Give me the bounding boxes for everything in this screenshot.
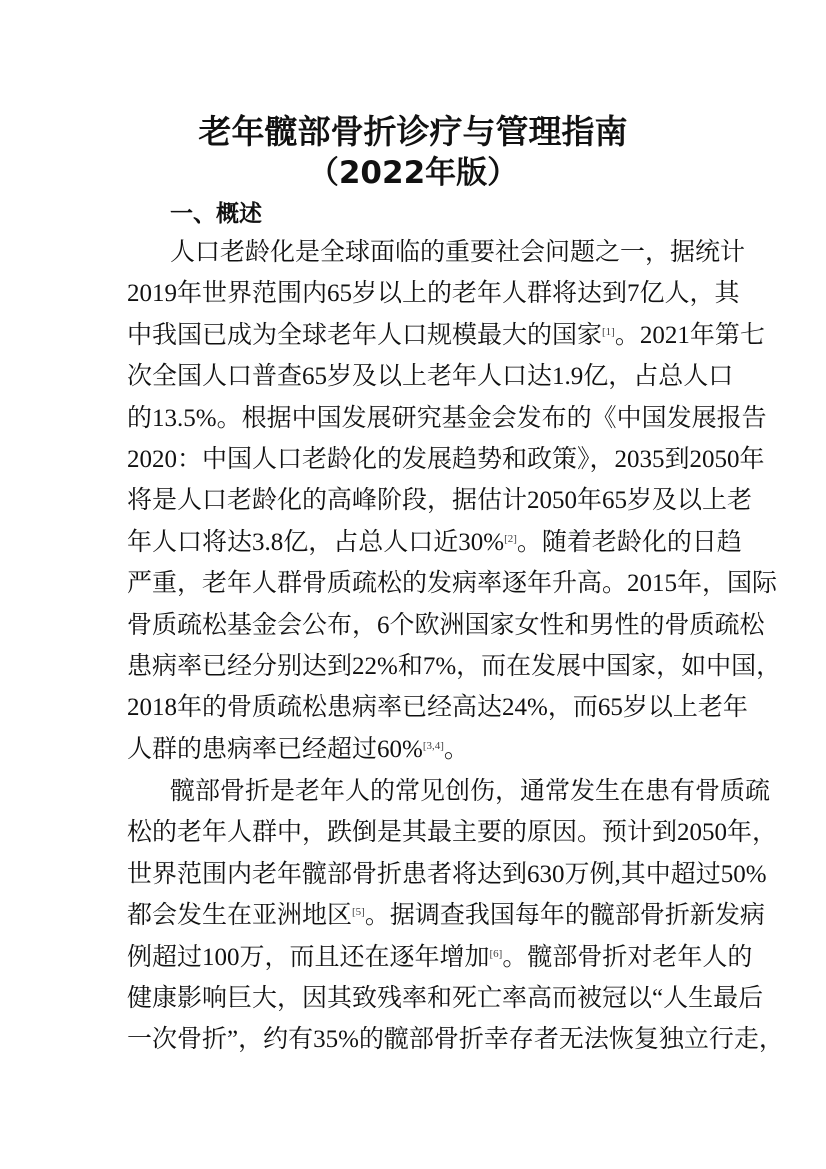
paragraph1-line	[127, 445, 765, 475]
citation-ref: [3,4]	[422, 739, 444, 752]
line-text: 健康影响巨大，因其致残率和死亡率高而被冠以“人生最后	[127, 985, 764, 1012]
paragraph1-line	[127, 279, 740, 309]
document-subtitle: （2022年版）	[307, 155, 519, 191]
paragraph1-line	[127, 693, 748, 723]
citation-ref: [6]	[489, 947, 503, 960]
paragraph1-line	[170, 238, 746, 268]
paragraph2-line	[127, 984, 764, 1014]
line-text: 。	[443, 735, 469, 763]
line-text: 。据调查我国每年的髋部骨折新发病	[364, 902, 765, 930]
line-text: 年人口将达3.8亿，占总人口近30%	[127, 528, 505, 556]
document-title: 老年髋部骨折诊疗与管理指南	[198, 112, 628, 151]
line-text: 次全国人口普查65岁及以上老年人口达1.9亿，占总人口	[127, 363, 734, 391]
line-text: 2018年的骨质疏松患病率已经高达24%，而65岁以上老年	[127, 694, 748, 722]
paragraph2-line	[127, 818, 778, 848]
line-text: 人群的患病率已经超过60%	[127, 735, 423, 763]
paragraph1-line	[127, 528, 742, 558]
line-text: 中我国已成为全球老年人口规模最大的国家	[127, 321, 603, 349]
line-text: 。随着老龄化的日趋	[516, 528, 742, 556]
line-text: 一次骨折”，约有35%的髋部骨折幸存者无法恢复独立行走，	[127, 1026, 784, 1054]
paragraph1-line	[127, 652, 782, 682]
line-text: 的13.5%。根据中国发展研究基金会发布的《中国发展报告	[127, 404, 767, 432]
line-text: 例超过100万，而且还在逐年增加	[127, 943, 490, 971]
line-text: 髋部骨折是老年人的常见创伤，通常发生在患有骨质疏	[170, 778, 771, 805]
line-text: 世界范围内老年髋部骨折患者将达到630万例,其中超过50%	[127, 860, 767, 888]
line-text: 松的老年人群中，跌倒是其最主要的原因。预计到2050年，	[127, 819, 778, 847]
line-text: 2019年世界范围内65岁以上的老年人群将达到7亿人，其	[127, 280, 740, 308]
line-text: 人口老龄化是全球面临的重要社会问题之一，据统计	[170, 239, 746, 266]
paragraph1-line	[127, 611, 765, 641]
paragraph2-line	[127, 901, 765, 931]
paragraph1-line	[127, 486, 753, 516]
paragraph1-line	[127, 569, 778, 599]
line-text: 患病率已经分别达到22%和7%，而在发展中国家，如中国，	[127, 653, 782, 680]
paragraph1-line	[127, 735, 701, 765]
paragraph2-line	[127, 1025, 784, 1055]
line-text: 骨质疏松基金会公布，6个欧洲国家女性和男性的骨质疏松	[127, 611, 765, 639]
line-text: 2020：中国人口老龄化的发展趋势和政策》，2035到2050年	[127, 446, 765, 473]
section-heading: 一、概述	[170, 201, 262, 227]
citation-ref: [1]	[602, 325, 615, 338]
line-text: 将是人口老龄化的高峰阶段，据估计2050年65岁及以上老	[127, 487, 753, 515]
paragraph2-line	[127, 860, 767, 890]
line-text: 都会发生在亚洲地区	[127, 902, 353, 930]
paragraph2-line	[170, 777, 771, 807]
paragraph2-line	[127, 943, 753, 973]
citation-ref: [2]	[504, 532, 517, 545]
paragraph1-line	[127, 321, 765, 351]
paragraph1-line	[127, 362, 734, 392]
paragraph1-line	[127, 404, 767, 434]
line-text: 。髋部骨折对老年人的	[502, 943, 753, 971]
citation-ref: [5]	[352, 906, 365, 919]
line-text: 严重，老年人群骨质疏松的发病率逐年升高。2015年，国际	[127, 570, 778, 598]
line-text: 。2021年第七	[614, 321, 765, 349]
